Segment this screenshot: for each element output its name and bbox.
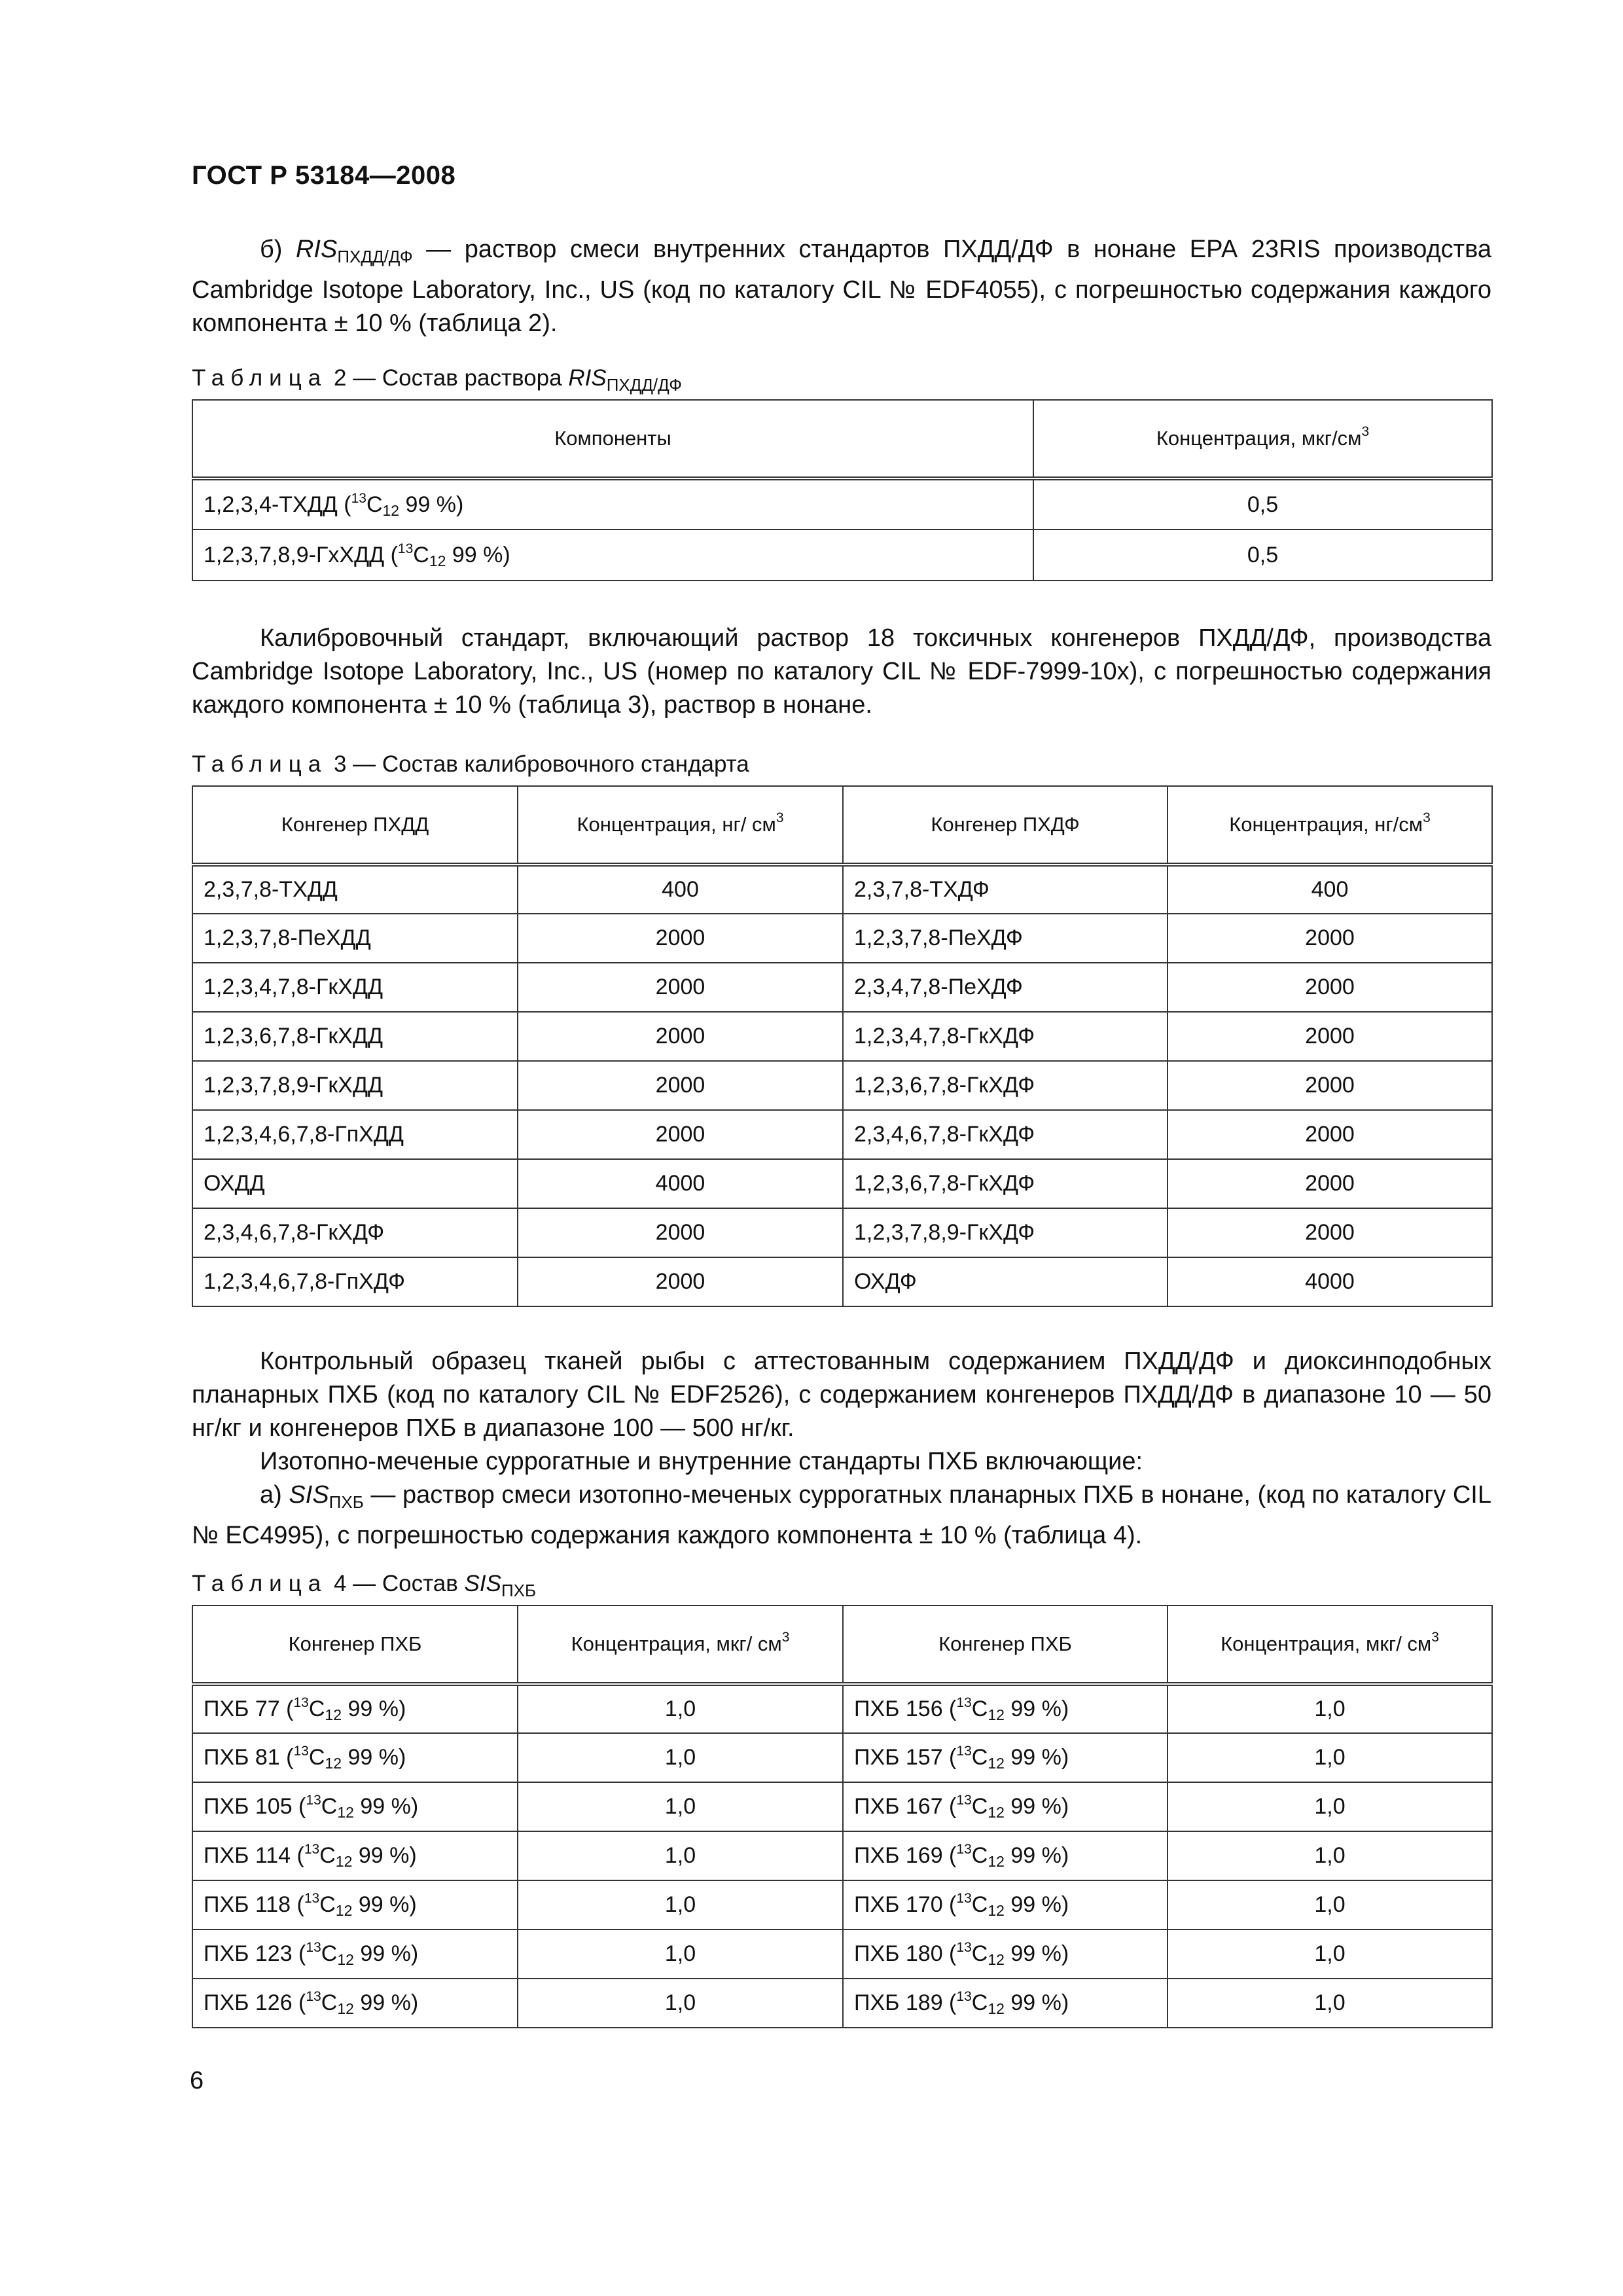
table4-cell-pcb: ПХБ 126 ($^{13}C_{12}$ 99 %) [192, 1979, 518, 2028]
table3-header-pcdd: Конгенер ПХДД [192, 786, 518, 865]
table4-header-pcb-1: Конгенер ПХБ [192, 1605, 518, 1684]
paragraph-a-term [289, 1481, 364, 1512]
table3-cell-pcdd: 1,2,3,4,6,7,8-ГпХДФ [192, 1257, 518, 1306]
table4-caption-term-sub: ПХБ [501, 1581, 537, 1600]
table4-cell-pcb: ПХБ 114 ($^{13}C_{12}$ 99 %) [192, 1831, 518, 1880]
paragraph-b-text: — раствор смеси внутренних стандартов ПХДД/ДФ в нонане ЕРА 23RIS производства Cambridge Isotope Laboratory, Inc., US (код по каталогу CIL № EDF4055), с погрешностью содержания каждого компонента ± 10 % (таблица 2). [192, 236, 1491, 337]
table2-cell-component: 1,2,3,7,8,9-ГхХДД ($^{13}C_{12}$ 99 %) [192, 529, 1033, 581]
table4-cell-conc: 1,0 [1168, 1782, 1492, 1831]
table-row [192, 1831, 1492, 1880]
table-row [192, 1979, 1492, 2028]
table3-cell-pcdf: 2,3,7,8-ТХДФ [843, 865, 1168, 914]
table3-cell-pcdf: 1,2,3,7,8,9-ГкХДФ [843, 1208, 1168, 1257]
table4-caption [192, 1571, 536, 1601]
table3-cell-pcdd: 1,2,3,4,7,8-ГкХДД [192, 963, 518, 1012]
paragraph-b [192, 233, 1491, 340]
table3-cell-conc: 2000 [518, 963, 843, 1012]
paragraph-b-term-main: RIS [295, 236, 338, 263]
table2-header-components: Компоненты [192, 400, 1033, 478]
table3-header-pcdf: Конгенер ПХДФ [843, 786, 1168, 865]
document-header-title: ГОСТ Р 53184—2008 [192, 161, 456, 190]
table2 [192, 399, 1493, 581]
table3-cell-pcdd: 1,2,3,7,8-ПеХДД [192, 914, 518, 963]
table4-header-row [192, 1605, 1492, 1684]
table2-cell-value: 0,5 [1033, 529, 1492, 581]
table-row [192, 1061, 1492, 1110]
table4-cell-conc: 1,0 [1168, 1684, 1492, 1733]
paragraph-a-text: — раствор смеси изотопно-меченых суррогатных планарных ПХБ в нонане, (код по каталогу CIL № EC4995), с погрешностью содержания каждого компонента ± 10 % (таблица 4). [192, 1481, 1491, 1549]
table4-cell-conc: 1,0 [518, 1880, 843, 1929]
table4-cell-conc: 1,0 [518, 1733, 843, 1782]
table4-cell-conc: 1,0 [518, 1979, 843, 2028]
table-row [192, 914, 1492, 963]
table4-cell-pcb: ПХБ 123 ($^{13}C_{12}$ 99 %) [192, 1929, 518, 1979]
table4-cell-conc: 1,0 [1168, 1929, 1492, 1979]
table4-cell-conc: 1,0 [1168, 1733, 1492, 1782]
table3-cell-pcdd: 2,3,4,6,7,8-ГкХДФ [192, 1208, 518, 1257]
table3-caption [192, 751, 749, 778]
paragraph-control-block [192, 1345, 1491, 1552]
table3-cell-conc: 2000 [1168, 914, 1492, 963]
table3-cell-pcdf: 1,2,3,4,7,8-ГкХДФ [843, 1012, 1168, 1061]
table4-cell-pcb: ПХБ 180 ($^{13}C_{12}$ 99 %) [843, 1929, 1168, 1979]
table2-caption [192, 365, 682, 395]
paragraph-calibration [192, 622, 1491, 722]
table4-cell-pcb: ПХБ 157 ($^{13}C_{12}$ 99 %) [843, 1733, 1168, 1782]
table3-cell-pcdf: 1,2,3,7,8-ПеХДФ [843, 914, 1168, 963]
table4-caption-term-main: SIS [464, 1571, 501, 1596]
table3-cell-conc: 2000 [518, 1110, 843, 1159]
table4-cell-pcb: ПХБ 118 ($^{13}C_{12}$ 99 %) [192, 1880, 518, 1929]
table4-cell-pcb: ПХБ 189 ($^{13}C_{12}$ 99 %) [843, 1979, 1168, 2028]
table3-cell-conc: 2000 [518, 1061, 843, 1110]
table4-cell-conc: 1,0 [518, 1782, 843, 1831]
table3-cell-pcdd: ОХДД [192, 1159, 518, 1208]
table4-cell-pcb: ПХБ 156 ($^{13}C_{12}$ 99 %) [843, 1684, 1168, 1733]
table-row [192, 865, 1492, 914]
table3-cell-conc: 2000 [1168, 1208, 1492, 1257]
table2-header-concentration: Концентрация, мкг/$см^3$ [1033, 400, 1492, 478]
table4-cell-conc: 1,0 [518, 1831, 843, 1880]
table3-cell-conc: 2000 [518, 914, 843, 963]
table3-cell-pcdd: 1,2,3,6,7,8-ГкХДД [192, 1012, 518, 1061]
table3-cell-pcdf: 2,3,4,6,7,8-ГкХДФ [843, 1110, 1168, 1159]
table2-cell-component: 1,2,3,4-ТХДД ($^{13}C_{12}$ 99 %) [192, 478, 1033, 529]
table3-cell-pcdd: 1,2,3,4,6,7,8-ГпХДД [192, 1110, 518, 1159]
table3-cell-pcdf: 1,2,3,6,7,8-ГкХДФ [843, 1159, 1168, 1208]
page-number: 6 [190, 2067, 204, 2094]
table4-header-concentration-1: Концентрация, мкг/ $см^3$ [518, 1605, 843, 1684]
table4-header-concentration-2: Концентрация, мкг/ $см^3$ [1168, 1605, 1492, 1684]
table-row [192, 1208, 1492, 1257]
table3-cell-conc: 2000 [1168, 1012, 1492, 1061]
table3-caption-word: Таблица [192, 751, 328, 777]
table3-caption-text: 3 — Состав калибровочного стандарта [327, 751, 749, 777]
table3-cell-pcdf: ОХДФ [843, 1257, 1168, 1306]
table2-caption-term-sub: ПХДД/ДФ [606, 375, 682, 395]
paragraph-a-term-main: SIS [289, 1481, 329, 1509]
table3-header-concentration-2: Концентрация, $нг/см^3$ [1168, 786, 1492, 865]
table2-caption-word: Таблица [192, 365, 328, 391]
paragraph-b-term-sub: ПХДД/ДФ [337, 247, 413, 266]
table4-cell-conc: 1,0 [518, 1684, 843, 1733]
table4-cell-conc: 1,0 [1168, 1979, 1492, 2028]
table4-cell-pcb: ПХБ 77 ($^{13}C_{12}$ 99 %) [192, 1684, 518, 1733]
table4-cell-pcb: ПХБ 170 ($^{13}C_{12}$ 99 %) [843, 1880, 1168, 1929]
table3-header-row [192, 786, 1492, 865]
table4-cell-pcb: ПХБ 81 ($^{13}C_{12}$ 99 %) [192, 1733, 518, 1782]
table3-header-concentration-1: Концентрация, нг/ $см^3$ [518, 786, 843, 865]
table-row [192, 1110, 1492, 1159]
table4-header-pcb-2: Конгенер ПХБ [843, 1605, 1168, 1684]
table4-cell-conc: 1,0 [1168, 1880, 1492, 1929]
table3-cell-pcdd: 2,3,7,8-ТХДД [192, 865, 518, 914]
table3-cell-pcdd: 1,2,3,7,8,9-ГкХДД [192, 1061, 518, 1110]
table-row [192, 529, 1492, 581]
paragraph-b-term [295, 236, 413, 266]
paragraph-a-term-sub: ПХБ [329, 1492, 364, 1512]
table-row [192, 1684, 1492, 1733]
table3-cell-pcdf: 2,3,4,7,8-ПеХДФ [843, 963, 1168, 1012]
table3 [192, 785, 1493, 1307]
table3-cell-conc: 2000 [1168, 963, 1492, 1012]
table3-cell-pcdf: 1,2,3,6,7,8-ГкХДФ [843, 1061, 1168, 1110]
table2-caption-text: 2 — Состав раствора [327, 365, 569, 391]
table4-caption-text: 4 — Состав [327, 1571, 465, 1596]
table2-caption-term-main: RIS [568, 365, 607, 391]
table4-cell-conc: 1,0 [518, 1929, 843, 1979]
table4 [192, 1605, 1493, 2028]
table-row [192, 478, 1492, 529]
table4-cell-pcb: ПХБ 167 ($^{13}C_{12}$ 99 %) [843, 1782, 1168, 1831]
table4-cell-conc: 1,0 [1168, 1831, 1492, 1880]
paragraph-calibration-text: Калибровочный стандарт, включающий раствор 18 токсичных конгенеров ПХДД/ДФ, производства Cambridge Isotope Laboratory, Inc., US (номер по каталогу CIL № EDF-7999-10x), с погрешностью содержания каждого компонента ± 10 % (таблица 3), раствор в нонане. [192, 624, 1491, 719]
paragraph-control-text: Контрольный образец тканей рыбы с аттестованным содержанием ПХДД/ДФ и диоксинподобных планарных ПХБ (код по каталогу CIL № EDF2526), с содержанием конгенеров ПХДД/ДФ в диапазоне 10 — 50 нг/кг и конгенеров ПХБ в диапазоне 100 — 500 нг/кг. [192, 1348, 1491, 1442]
table3-cell-conc: 2000 [1168, 1159, 1492, 1208]
table3-cell-conc: 2000 [518, 1208, 843, 1257]
table2-cell-value: 0,5 [1033, 478, 1492, 529]
table-row [192, 1733, 1492, 1782]
paragraph-a-prefix: а) [260, 1481, 289, 1509]
table3-cell-conc: 4000 [1168, 1257, 1492, 1306]
table3-cell-conc: 400 [518, 865, 843, 914]
table3-cell-conc: 2000 [1168, 1061, 1492, 1110]
paragraph-isotope-text: Изотопно-меченые суррогатные и внутренние стандарты ПХБ включающие: [260, 1448, 1143, 1475]
table-row [192, 1880, 1492, 1929]
paragraph-b-prefix: б) [260, 236, 296, 263]
table3-cell-conc: 2000 [518, 1257, 843, 1306]
table3-cell-conc: 2000 [1168, 1110, 1492, 1159]
table4-caption-word: Таблица [192, 1571, 328, 1596]
table3-cell-conc: 2000 [518, 1012, 843, 1061]
table-row [192, 963, 1492, 1012]
table3-cell-conc: 4000 [518, 1159, 843, 1208]
table3-cell-conc: 400 [1168, 865, 1492, 914]
table2-header-row [192, 400, 1492, 478]
table4-cell-pcb: ПХБ 105 ($^{13}C_{12}$ 99 %) [192, 1782, 518, 1831]
table-row [192, 1012, 1492, 1061]
table-row [192, 1257, 1492, 1306]
table-row [192, 1929, 1492, 1979]
table-row [192, 1159, 1492, 1208]
table-row [192, 1782, 1492, 1831]
table4-cell-pcb: ПХБ 169 ($^{13}C_{12}$ 99 %) [843, 1831, 1168, 1880]
